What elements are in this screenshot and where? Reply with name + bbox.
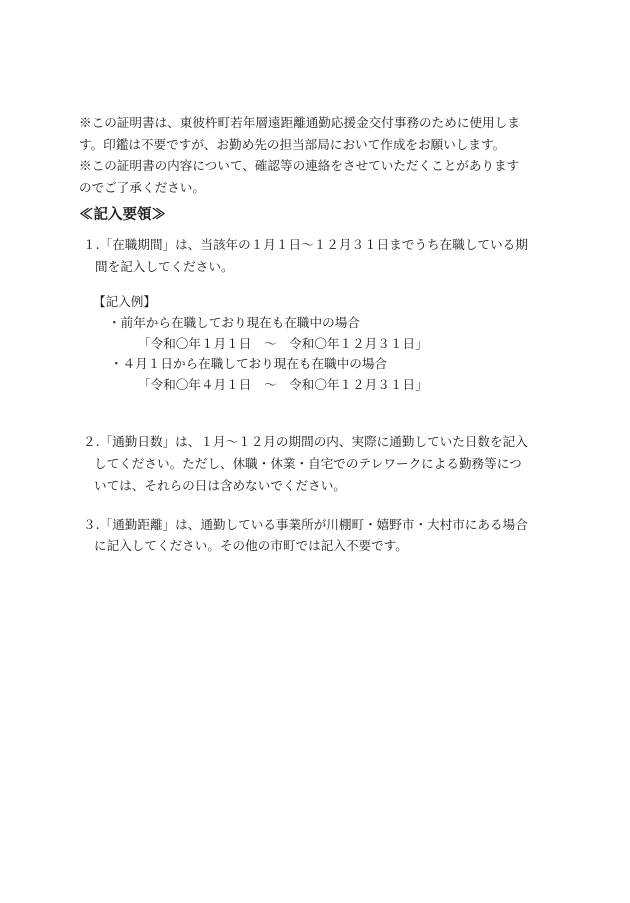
example-case-1-desc: ・前年から在職しており現在も在職中の場合 bbox=[108, 315, 360, 330]
example-case-1-value: 「令和〇年１月１日 ～ 令和〇年１２月３１日」 bbox=[138, 336, 428, 351]
item2-line-2: してください。ただし、休職・休業・自宅でのテレワークによる勤務等につ bbox=[94, 456, 522, 471]
note-line-3: ※この証明書の内容について、確認等の連絡をさせていただくことがあります bbox=[79, 158, 520, 173]
example-case-2-desc: ・４月１日から在職しており現在も在職中の場合 bbox=[110, 356, 388, 371]
note-line-4: のでご了承ください。 bbox=[79, 180, 205, 195]
item3-line-1: ３.「通勤距離」は、通勤している事業所が川棚町・嬉野市・大村市にある場合 bbox=[83, 517, 528, 532]
example-label: 【記入例】 bbox=[93, 294, 156, 309]
item3-line-2: に記入してください。その他の市町では記入不要です。 bbox=[94, 538, 408, 553]
example-case-2-value: 「令和〇年４月１日 ～ 令和〇年１２月３１日」 bbox=[138, 377, 428, 392]
note-line-2: す。印鑑は不要ですが、お勤め先の担当部局において作成をお願いします。 bbox=[79, 137, 506, 152]
item2-line-1: ２.「通勤日数」は、１月～１２月の期間の内、実際に通勤していた日数を記入 bbox=[83, 434, 528, 449]
item1-line-1: １.「在職期間」は、当該年の１月１日～１２月３１日までうち在職している期 bbox=[83, 237, 528, 252]
guide-heading: ≪記入要領≫ bbox=[79, 206, 166, 223]
item1-line-2: 間を記入してください。 bbox=[95, 259, 234, 274]
item2-line-3: いては、それらの日は含めないでください。 bbox=[94, 478, 346, 493]
note-line-1: ※この証明書は、東彼杵町若年層遠距離通勤応援金交付事務のために使用しま bbox=[79, 115, 520, 130]
